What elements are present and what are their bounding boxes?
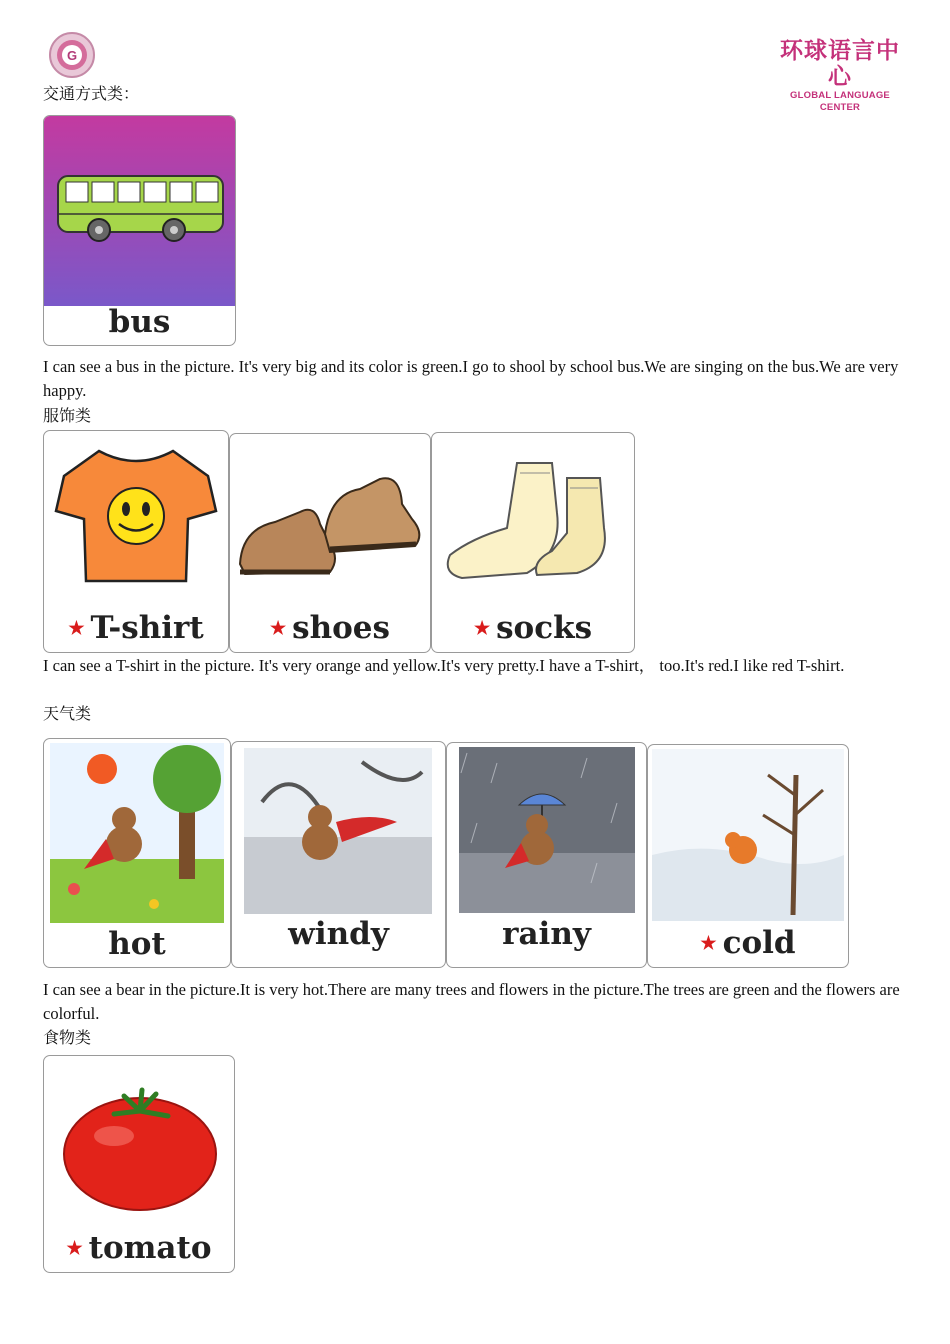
card-rainy [446, 742, 647, 968]
card-label: ★ shoes [270, 610, 390, 646]
card-label: hot [108, 926, 166, 962]
section-heading-weather: 天气类 [43, 704, 92, 723]
card-cold [647, 744, 849, 968]
card-bus [43, 115, 236, 346]
card-label: ★ tomato [66, 1230, 212, 1266]
card-label: rainy [502, 916, 591, 952]
right-logo-cn: 环球语言中心 [780, 38, 900, 90]
right-logo-en: GLOBAL LANGUAGE CENTER [790, 90, 890, 113]
card-label: ★ T-shirt [68, 610, 204, 646]
star-icon: ★ [473, 618, 491, 639]
card-shoes [229, 433, 431, 653]
card-label: ★ socks [473, 610, 593, 646]
card-label: ★ cold [700, 925, 796, 961]
section-heading-food: 食物类 [43, 1028, 92, 1047]
right-logo [772, 38, 908, 113]
left-logo-letter: G [66, 48, 78, 63]
star-icon: ★ [68, 618, 85, 639]
star-icon: ★ [700, 933, 717, 954]
star-icon: ★ [66, 1238, 83, 1259]
section-heading-clothing: 服饰类 [43, 406, 92, 425]
card-tshirt [43, 430, 229, 653]
card-windy [231, 741, 446, 968]
left-logo [43, 31, 101, 79]
card-tomato [43, 1055, 235, 1273]
paragraph-clothing: I can see a T-shirt in the picture. It's very orange and yellow.It's very pretty.I have a T-shirt， too.It's red.I like red T-shirt. [43, 656, 845, 675]
card-socks [431, 432, 635, 653]
star-icon: ★ [270, 618, 287, 639]
card-hot [43, 738, 231, 968]
card-label: windy [288, 916, 389, 952]
section-heading-transport: 交通方式类： [43, 84, 140, 103]
paragraph-transport: I can see a bus in the picture. It's very big and its color is green.I go to shool by school bus.We are singing on the bus.We are very happy. [43, 357, 899, 400]
paragraph-weather: I can see a bear in the picture.It is very hot.There are many trees and flowers in the picture.The trees are green and the flowers are colorful. [43, 980, 900, 1023]
card-label: bus [108, 304, 171, 340]
